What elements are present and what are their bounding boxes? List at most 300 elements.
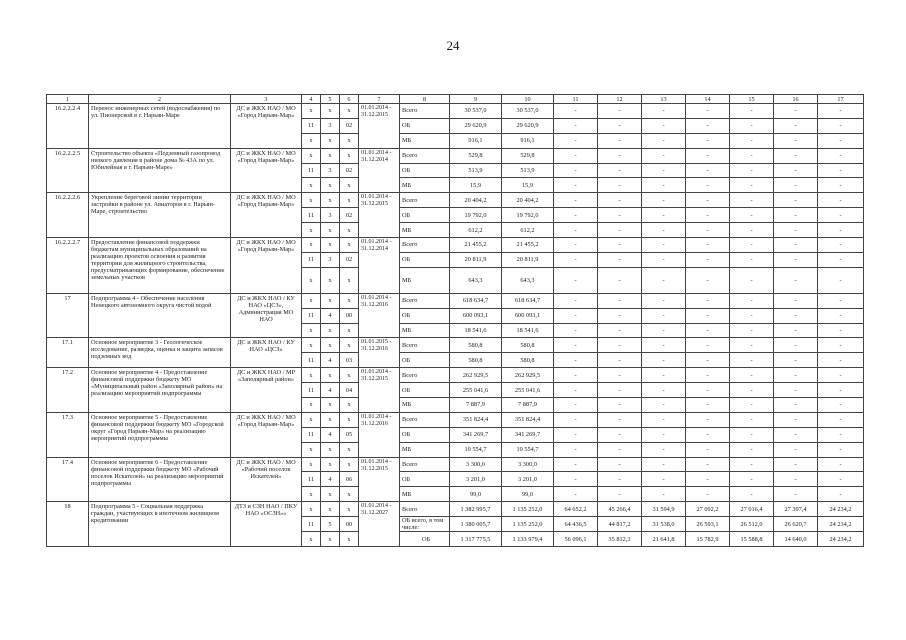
column-header: 6: [340, 95, 359, 104]
amount-cell: 3 300,0: [502, 457, 554, 472]
funding-source: Всего: [400, 338, 450, 353]
amount-cell: -: [730, 104, 774, 119]
item-name: Основное мероприятие 3 - Геологическое исследование, разведка, оценка и защита запасов подземных вод: [89, 338, 231, 368]
code-cell: x: [321, 368, 340, 383]
amount-cell: 600 093,1: [502, 308, 554, 323]
amount-cell: -: [774, 338, 818, 353]
amount-cell: -: [686, 252, 730, 267]
code-cell: x: [321, 323, 340, 338]
amount-cell: 26 620,7: [774, 517, 818, 532]
amount-cell: -: [774, 104, 818, 119]
amount-cell: -: [598, 178, 642, 193]
amount-cell: -: [554, 338, 598, 353]
funding-source: МБ: [400, 133, 450, 148]
amount-cell: -: [686, 148, 730, 163]
code-cell: x: [321, 133, 340, 148]
amount-cell: -: [642, 383, 686, 398]
amount-cell: -: [598, 293, 642, 308]
amount-cell: 21 641,8: [642, 532, 686, 547]
item-number: 17.3: [47, 412, 89, 457]
amount-cell: -: [774, 252, 818, 267]
amount-cell: -: [774, 353, 818, 368]
amount-cell: 30 537,0: [450, 104, 502, 119]
funding-source: ОБ: [400, 532, 450, 547]
item-number: 16.2.2.2.6: [47, 193, 89, 238]
amount-cell: 15,9: [450, 178, 502, 193]
amount-cell: -: [730, 178, 774, 193]
amount-cell: -: [686, 163, 730, 178]
code-cell: 11: [302, 163, 321, 178]
amount-cell: 31 538,0: [642, 517, 686, 532]
item-name: Предоставление финансовой поддержки бюджетам муниципальных образований на реализацию проектов освоения и развития территории для жилищного строительства, предусматривающих формирование, обеспечение земельных участков: [89, 238, 231, 294]
code-cell: x: [340, 338, 359, 353]
amount-cell: -: [774, 323, 818, 338]
table-row: [47, 457, 864, 472]
amount-cell: 529,8: [450, 148, 502, 163]
code-cell: x: [302, 323, 321, 338]
amount-cell: 56 096,1: [554, 532, 598, 547]
code-cell: x: [302, 223, 321, 238]
amount-cell: -: [598, 267, 642, 293]
amount-cell: 26 593,1: [686, 517, 730, 532]
amount-cell: 1 133 979,4: [502, 532, 554, 547]
amount-cell: -: [818, 398, 864, 413]
funding-source: ОБ всего, в том числе:: [400, 517, 450, 532]
amount-cell: -: [730, 442, 774, 457]
amount-cell: -: [642, 457, 686, 472]
amount-cell: 27 397,4: [774, 502, 818, 517]
code-cell: x: [321, 502, 340, 517]
amount-cell: 29 620,9: [450, 118, 502, 133]
funding-source: ОБ: [400, 353, 450, 368]
column-header: 9: [450, 95, 502, 104]
code-cell: 5: [321, 517, 340, 532]
amount-cell: -: [598, 223, 642, 238]
funding-source: Всего: [400, 238, 450, 253]
amount-cell: -: [642, 208, 686, 223]
amount-cell: -: [818, 442, 864, 457]
amount-cell: 255 041,6: [502, 383, 554, 398]
code-cell: 11: [302, 517, 321, 532]
column-header: 4: [302, 95, 321, 104]
period-cell: 01.01.2014 - 31.12.2015: [359, 457, 400, 502]
amount-cell: -: [642, 223, 686, 238]
amount-cell: 64 436,5: [554, 517, 598, 532]
code-cell: x: [340, 223, 359, 238]
amount-cell: -: [774, 267, 818, 293]
amount-cell: -: [818, 412, 864, 427]
amount-cell: 21 455,2: [502, 238, 554, 253]
amount-cell: 20 811,9: [502, 252, 554, 267]
funding-source: МБ: [400, 487, 450, 502]
amount-cell: -: [774, 472, 818, 487]
funding-source: ОБ: [400, 472, 450, 487]
amount-cell: -: [818, 487, 864, 502]
code-cell: x: [302, 502, 321, 517]
column-header: 12: [598, 95, 642, 104]
amount-cell: -: [774, 457, 818, 472]
item-name: Перенос инженерных сетей (водоснабжения) по ул. Пионерской в г. Нарьян-Маре: [89, 104, 231, 149]
funding-source: Всего: [400, 412, 450, 427]
amount-cell: -: [730, 353, 774, 368]
amount-cell: 29 620,9: [502, 118, 554, 133]
code-cell: 03: [340, 353, 359, 368]
funding-source: Всего: [400, 502, 450, 517]
code-cell: x: [340, 412, 359, 427]
amount-cell: 513,9: [502, 163, 554, 178]
code-cell: 00: [340, 517, 359, 532]
responsible-org: ДС и ЖКХ НАО / МО «Город Нарьян-Мар»: [231, 193, 302, 238]
amount-cell: -: [774, 427, 818, 442]
amount-cell: 15 782,9: [686, 532, 730, 547]
amount-cell: -: [686, 412, 730, 427]
amount-cell: 1 135 252,0: [502, 502, 554, 517]
amount-cell: 26 512,0: [730, 517, 774, 532]
code-cell: x: [321, 398, 340, 413]
amount-cell: -: [774, 412, 818, 427]
amount-cell: 21 455,2: [450, 238, 502, 253]
funding-source: МБ: [400, 267, 450, 293]
code-cell: x: [302, 442, 321, 457]
item-number: 16.2.2.2.7: [47, 238, 89, 294]
amount-cell: 529,8: [502, 148, 554, 163]
amount-cell: -: [686, 293, 730, 308]
table-row: [47, 238, 864, 253]
code-cell: 02: [340, 163, 359, 178]
amount-cell: -: [554, 104, 598, 119]
amount-cell: 643,3: [450, 267, 502, 293]
amount-cell: -: [686, 472, 730, 487]
amount-cell: -: [818, 178, 864, 193]
amount-cell: 15,9: [502, 178, 554, 193]
amount-cell: -: [774, 383, 818, 398]
amount-cell: 7 887,9: [502, 398, 554, 413]
amount-cell: -: [818, 457, 864, 472]
amount-cell: -: [818, 308, 864, 323]
amount-cell: 618 634,7: [502, 293, 554, 308]
code-cell: x: [302, 398, 321, 413]
amount-cell: -: [554, 368, 598, 383]
amount-cell: -: [818, 148, 864, 163]
item-name: Основное мероприятие 6 - Предоставление финансовой поддержки бюджету МО «Рабочий поселок Искателей» на реализацию мероприятий подпрограммы: [89, 457, 231, 502]
amount-cell: -: [774, 293, 818, 308]
amount-cell: 20 404,2: [450, 193, 502, 208]
code-cell: x: [340, 133, 359, 148]
amount-cell: -: [774, 208, 818, 223]
code-cell: 06: [340, 472, 359, 487]
column-header: 13: [642, 95, 686, 104]
amount-cell: -: [818, 353, 864, 368]
amount-cell: -: [774, 163, 818, 178]
amount-cell: -: [686, 398, 730, 413]
period-cell: 01.01.2015 - 31.12.2016: [359, 338, 400, 368]
amount-cell: -: [686, 238, 730, 253]
amount-cell: -: [730, 383, 774, 398]
amount-cell: -: [730, 148, 774, 163]
amount-cell: -: [642, 412, 686, 427]
amount-cell: -: [598, 118, 642, 133]
amount-cell: -: [598, 238, 642, 253]
amount-cell: 612,2: [502, 223, 554, 238]
amount-cell: 262 929,5: [502, 368, 554, 383]
amount-cell: -: [598, 412, 642, 427]
amount-cell: -: [642, 427, 686, 442]
amount-cell: 24 234,2: [818, 532, 864, 547]
amount-cell: -: [818, 252, 864, 267]
amount-cell: -: [730, 457, 774, 472]
code-cell: x: [340, 442, 359, 457]
amount-cell: -: [730, 223, 774, 238]
code-cell: x: [302, 532, 321, 547]
code-cell: x: [340, 532, 359, 547]
code-cell: x: [302, 148, 321, 163]
code-cell: x: [302, 178, 321, 193]
code-cell: 02: [340, 208, 359, 223]
table-row: [47, 148, 864, 163]
code-cell: 11: [302, 353, 321, 368]
amount-cell: -: [730, 163, 774, 178]
amount-cell: -: [774, 398, 818, 413]
funding-source: МБ: [400, 223, 450, 238]
code-cell: x: [340, 104, 359, 119]
amount-cell: -: [642, 293, 686, 308]
amount-cell: -: [774, 487, 818, 502]
code-cell: 02: [340, 118, 359, 133]
amount-cell: -: [598, 368, 642, 383]
period-cell: 01.01.2014 - 31.12.2015: [359, 368, 400, 413]
code-cell: x: [302, 487, 321, 502]
item-name: Основное мероприятие 4 - Предоставление финансовой поддержки бюджету МО «Муниципальный район «Заполярный район» на реализацию мероприятий подпрограммы: [89, 368, 231, 413]
amount-cell: -: [598, 323, 642, 338]
funding-source: ОБ: [400, 308, 450, 323]
amount-cell: 580,8: [502, 353, 554, 368]
code-cell: x: [321, 457, 340, 472]
amount-cell: -: [642, 353, 686, 368]
code-cell: 11: [302, 208, 321, 223]
header-row: [47, 95, 864, 104]
code-cell: x: [340, 323, 359, 338]
code-cell: 11: [302, 252, 321, 267]
amount-cell: -: [686, 308, 730, 323]
amount-cell: 99,0: [502, 487, 554, 502]
amount-cell: -: [642, 487, 686, 502]
amount-cell: -: [686, 338, 730, 353]
amount-cell: 351 824,4: [450, 412, 502, 427]
amount-cell: -: [686, 267, 730, 293]
amount-cell: -: [730, 412, 774, 427]
amount-cell: 45 266,4: [598, 502, 642, 517]
amount-cell: -: [818, 133, 864, 148]
code-cell: x: [340, 193, 359, 208]
amount-cell: 3 201,0: [502, 472, 554, 487]
item-number: 16.2.2.2.5: [47, 148, 89, 193]
amount-cell: 351 824,4: [502, 412, 554, 427]
period-cell: 01.01.2014 - 31.12.2014: [359, 238, 400, 294]
responsible-org: ДС и ЖКХ НАО / МО «Рабочий поселок Искателей»: [231, 457, 302, 502]
amount-cell: -: [730, 193, 774, 208]
code-cell: 04: [340, 383, 359, 398]
code-cell: 11: [302, 308, 321, 323]
amount-cell: 20 404,2: [502, 193, 554, 208]
amount-cell: -: [554, 383, 598, 398]
amount-cell: 916,1: [450, 133, 502, 148]
code-cell: x: [321, 532, 340, 547]
code-cell: x: [302, 238, 321, 253]
table-row: [47, 104, 864, 119]
amount-cell: -: [598, 148, 642, 163]
amount-cell: -: [642, 267, 686, 293]
amount-cell: 3 201,0: [450, 472, 502, 487]
amount-cell: -: [554, 208, 598, 223]
amount-cell: -: [818, 472, 864, 487]
amount-cell: -: [598, 133, 642, 148]
funding-source: МБ: [400, 323, 450, 338]
code-cell: x: [302, 104, 321, 119]
amount-cell: 64 652,2: [554, 502, 598, 517]
code-cell: x: [302, 338, 321, 353]
funding-source: ОБ: [400, 208, 450, 223]
amount-cell: -: [598, 308, 642, 323]
code-cell: 02: [340, 252, 359, 267]
code-cell: 4: [321, 383, 340, 398]
amount-cell: -: [642, 104, 686, 119]
amount-cell: -: [818, 267, 864, 293]
amount-cell: 612,2: [450, 223, 502, 238]
amount-cell: 44 817,2: [598, 517, 642, 532]
amount-cell: -: [598, 208, 642, 223]
code-cell: x: [321, 238, 340, 253]
amount-cell: 255 041,6: [450, 383, 502, 398]
amount-cell: -: [774, 238, 818, 253]
period-cell: 01.01.2014 - 31.12.2016: [359, 412, 400, 457]
period-cell: 01.01.2014 - 31.12.2015: [359, 193, 400, 238]
code-cell: x: [302, 412, 321, 427]
amount-cell: 341 269,7: [502, 427, 554, 442]
funding-source: Всего: [400, 368, 450, 383]
column-header: 10: [502, 95, 554, 104]
code-cell: 4: [321, 308, 340, 323]
amount-cell: -: [554, 427, 598, 442]
column-header: 15: [730, 95, 774, 104]
amount-cell: -: [686, 118, 730, 133]
column-header: 16: [774, 95, 818, 104]
code-cell: 3: [321, 252, 340, 267]
amount-cell: -: [686, 457, 730, 472]
amount-cell: 30 537,0: [502, 104, 554, 119]
code-cell: 05: [340, 427, 359, 442]
amount-cell: -: [642, 323, 686, 338]
funding-source: ОБ: [400, 118, 450, 133]
code-cell: x: [302, 293, 321, 308]
responsible-org: ДС и ЖКХ НАО / МО «Город Нарьян-Мар»: [231, 148, 302, 193]
amount-cell: -: [686, 193, 730, 208]
column-header: 7: [359, 95, 400, 104]
code-cell: x: [302, 457, 321, 472]
amount-cell: -: [774, 308, 818, 323]
amount-cell: 600 093,1: [450, 308, 502, 323]
amount-cell: -: [642, 442, 686, 457]
code-cell: x: [340, 267, 359, 293]
column-header: 11: [554, 95, 598, 104]
amount-cell: 262 929,5: [450, 368, 502, 383]
amount-cell: -: [774, 178, 818, 193]
amount-cell: -: [554, 223, 598, 238]
amount-cell: 618 634,7: [450, 293, 502, 308]
amount-cell: 1 317 775,5: [450, 532, 502, 547]
code-cell: x: [340, 502, 359, 517]
amount-cell: -: [818, 368, 864, 383]
amount-cell: -: [686, 323, 730, 338]
code-cell: x: [321, 338, 340, 353]
period-cell: 01.01.2014 - 31.12.2014: [359, 148, 400, 193]
code-cell: 4: [321, 472, 340, 487]
code-cell: x: [302, 368, 321, 383]
code-cell: x: [321, 487, 340, 502]
amount-cell: 35 812,3: [598, 532, 642, 547]
code-cell: x: [321, 412, 340, 427]
amount-cell: -: [686, 133, 730, 148]
amount-cell: -: [598, 472, 642, 487]
code-cell: 4: [321, 427, 340, 442]
amount-cell: 99,0: [450, 487, 502, 502]
amount-cell: -: [554, 238, 598, 253]
amount-cell: -: [554, 148, 598, 163]
amount-cell: -: [686, 427, 730, 442]
code-cell: x: [340, 368, 359, 383]
amount-cell: 916,1: [502, 133, 554, 148]
code-cell: x: [302, 193, 321, 208]
item-name: Подпрограмма 5 - Социальная поддержка граждан, участвующих в ипотечном жилищном кредитовании: [89, 502, 231, 547]
table-row: [47, 368, 864, 383]
amount-cell: 14 640,0: [774, 532, 818, 547]
item-name: Основное мероприятие 5 - Предоставление финансовой поддержки бюджету МО «Городской округ «Город Нарьян-Мар» на реализацию мероприятий подпрограммы: [89, 412, 231, 457]
code-cell: 3: [321, 208, 340, 223]
amount-cell: -: [818, 208, 864, 223]
code-cell: 11: [302, 118, 321, 133]
responsible-org: ДС и ЖКХ НАО / КУ НАО «ЦСЗ»: [231, 338, 302, 368]
column-header: 8: [400, 95, 450, 104]
code-cell: x: [321, 442, 340, 457]
funding-source: ОБ: [400, 163, 450, 178]
code-cell: x: [321, 178, 340, 193]
amount-cell: -: [642, 338, 686, 353]
amount-cell: -: [774, 193, 818, 208]
item-number: 17: [47, 293, 89, 338]
amount-cell: 10 554,7: [450, 442, 502, 457]
amount-cell: -: [554, 133, 598, 148]
amount-cell: -: [642, 133, 686, 148]
amount-cell: -: [642, 308, 686, 323]
amount-cell: -: [642, 472, 686, 487]
amount-cell: 580,8: [450, 338, 502, 353]
amount-cell: -: [818, 223, 864, 238]
item-name: Подпрограмма 4 - Обеспечение населения Ненецкого автономного округа чистой водой: [89, 293, 231, 338]
amount-cell: -: [642, 252, 686, 267]
funding-source: МБ: [400, 178, 450, 193]
amount-cell: -: [686, 178, 730, 193]
amount-cell: 7 887,9: [450, 398, 502, 413]
amount-cell: 19 792,0: [450, 208, 502, 223]
code-cell: 00: [340, 308, 359, 323]
amount-cell: -: [554, 308, 598, 323]
amount-cell: -: [730, 368, 774, 383]
amount-cell: -: [730, 308, 774, 323]
amount-cell: -: [598, 338, 642, 353]
amount-cell: -: [774, 223, 818, 238]
amount-cell: -: [598, 104, 642, 119]
item-number: 17.1: [47, 338, 89, 368]
amount-cell: -: [554, 252, 598, 267]
